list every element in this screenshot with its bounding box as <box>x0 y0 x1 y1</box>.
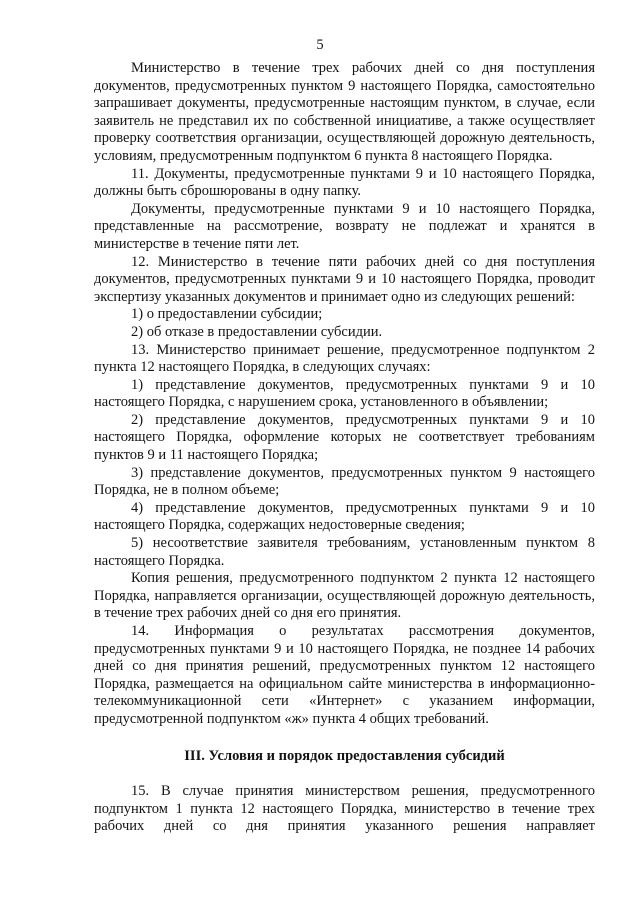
list-item: 3) представление документов, предусмотренных пунктом 9 настоящего Порядка, не в полном объеме; <box>94 464 595 499</box>
paragraph: Документы, предусмотренные пунктами 9 и 10 настоящего Порядка, представленные на рассмотрение, возврату не подлежат и хранятся в министерстве в течение пяти лет. <box>94 200 595 252</box>
list-item: 5) несоответствие заявителя требованиям, установленным пунктом 8 настоящего Порядка. <box>94 535 595 569</box>
paragraph: Министерство в течение трех рабочих дней со дня поступления документов, предусмотренных пунктом 9 настоящего Порядка, самостоятельно запрашивает документы, предусмотренные настоящим пунктом, в случае, если заявитель не представил их по собственной инициативе, а также осуществляет проверку соответствия организации, осуществляющей дорожную деятельность, условиям, предусмотренным подпунктом 6 пункта 8 настоящего Порядка. <box>94 60 595 164</box>
paragraph: 12. Министерство в течение пяти рабочих дней со дня поступления документов, предусмотренных пунктами 9 и 10 настоящего Порядка, проводит экспертизу указанных документов и принимает одно из следующих решений: <box>94 253 595 305</box>
section-heading: III. Условия и порядок предоставления субсидий <box>184 747 505 764</box>
list-item: 1) представление документов, предусмотренных пунктами 9 и 10 настоящего Порядка, с нарушением срока, установленного в объявлении; <box>94 376 595 411</box>
paragraph: 13. Министерство принимает решение, предусмотренное подпунктом 2 пункта 12 настоящего Порядка, в следующих случаях: <box>94 341 595 376</box>
paragraph: 11. Документы, предусмотренные пунктами 9 и 10 настоящего Порядка, должны быть сброшюрованы в одну папку. <box>94 165 595 200</box>
page-number: 5 <box>316 37 324 53</box>
paragraph: Копия решения, предусмотренного подпунктом 2 пункта 12 настоящего Порядка, направляется организации, осуществляющей дорожную деятельность, в течение трех рабочих дней со дня его принятия. <box>94 570 595 622</box>
paragraph: 15. В случае принятия министерством решения, предусмотренного подпунктом 1 пункта 12 настоящего Порядка, министерство в течение трех рабочих дней со дня принятия указанного решения направляет <box>94 783 595 835</box>
paragraph: 14. Информация о результатах рассмотрения документов, предусмотренных пунктами 9 и 10 настоящего Порядка, не позднее 14 рабочих дней со дня принятия решений, предусмотренных пунктом 12 настоящего Порядка, размещается на официальном сайте министерства в информационно-телекоммуникационной сети «Интернет» с указанием информации, предусмотренной подпунктом «ж» пункта 4 общих требований. <box>94 623 595 727</box>
list-item: 4) представление документов, предусмотренных пунктами 9 и 10 настоящего Порядка, содержащих недостоверные сведения; <box>94 499 595 534</box>
document-body <box>94 60 595 836</box>
list-item: 1) о предоставлении субсидии; <box>131 306 323 323</box>
list-item: 2) представление документов, предусмотренных пунктами 9 и 10 настоящего Порядка, оформление которых не соответствует требованиям пунктов 9 и 11 настоящего Порядка; <box>94 411 595 464</box>
list-item: 2) об отказе в предоставлении субсидии. <box>131 323 383 340</box>
